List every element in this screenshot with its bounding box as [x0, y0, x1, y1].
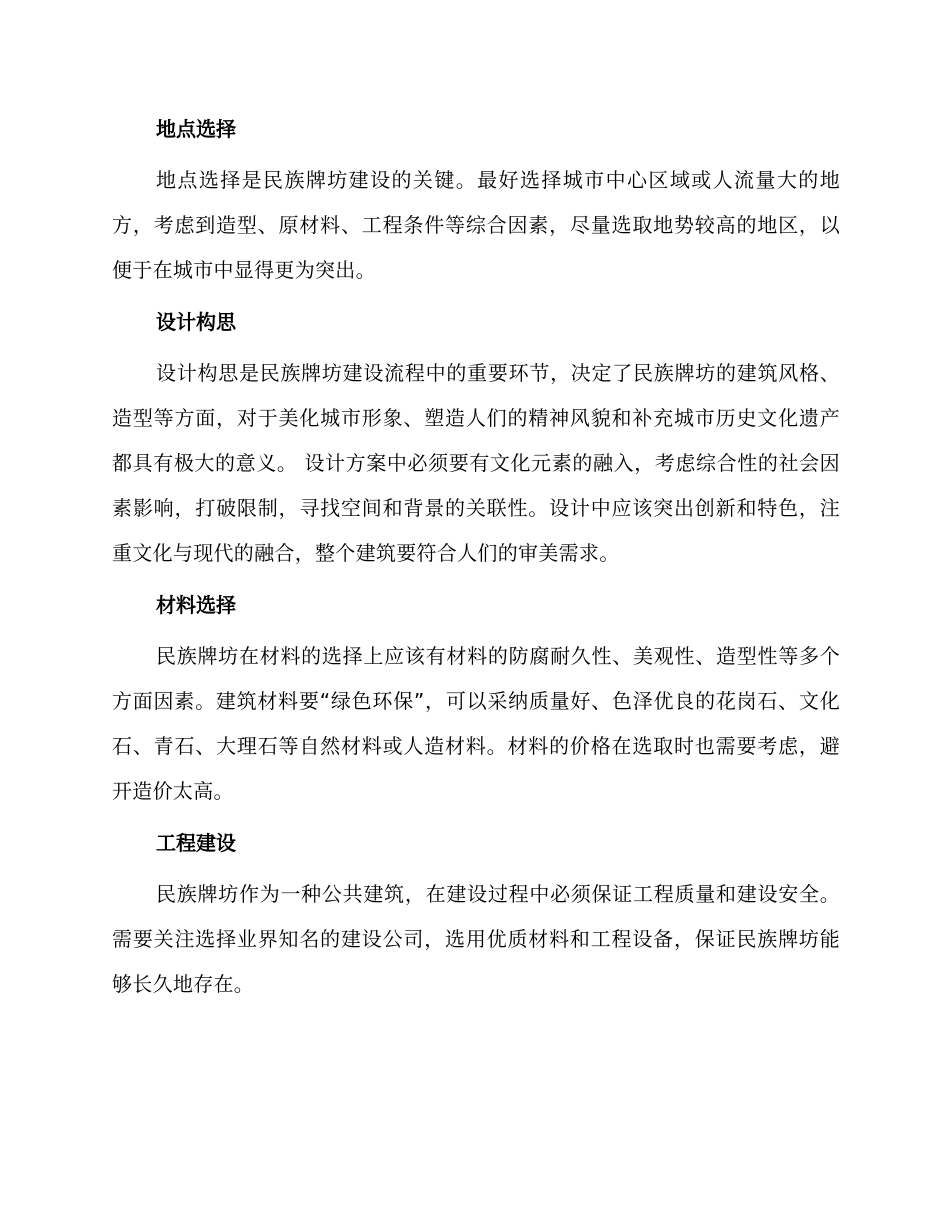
section-heading-construction: 工程建设	[156, 831, 236, 855]
section-heading-design: 设计构思	[156, 310, 236, 334]
section-body-construction: 民族牌坊作为一种公共建筑，在建设过程中必须保证工程质量和建设安全。需要关注选择业界知名的建设公司，选用优质材料和工程设备，保证民族牌坊能够长久地存在。	[112, 882, 840, 996]
section-body-location: 地点选择是民族牌坊建设的关键。最好选择城市中心区域或人流量大的地方，考虑到造型、原材料、工程条件等综合因素，尽量选取地势较高的地区，以便于在城市中显得更为突出。	[112, 168, 840, 282]
section-body-design: 设计构思是民族牌坊建设流程中的重要环节，决定了民族牌坊的建筑风格、造型等方面，对于美化城市形象、塑造人们的精神风貌和补充城市历史文化遗产都具有极大的意义。 设计方案中必须要有文化元素的融入，考虑综合性的社会因素影响，打破限制，寻找空间和背景的关联性。设计中应该突出创新和特色，注重文化与现代的融合，整个建筑要符合人们的审美需求。	[112, 361, 840, 565]
section-body-materials: 民族牌坊在材料的选择上应该有材料的防腐耐久性、美观性、造型性等多个方面因素。建筑材料要“绿色环保”，可以采纳质量好、色泽优良的花岗石、文化石、青石、大理石等自然材料或人造材料。材料的价格在选取时也需要考虑，避开造价太高。	[112, 644, 840, 803]
section-heading-materials: 材料选择	[156, 593, 236, 617]
section-heading-location: 地点选择	[156, 117, 236, 141]
